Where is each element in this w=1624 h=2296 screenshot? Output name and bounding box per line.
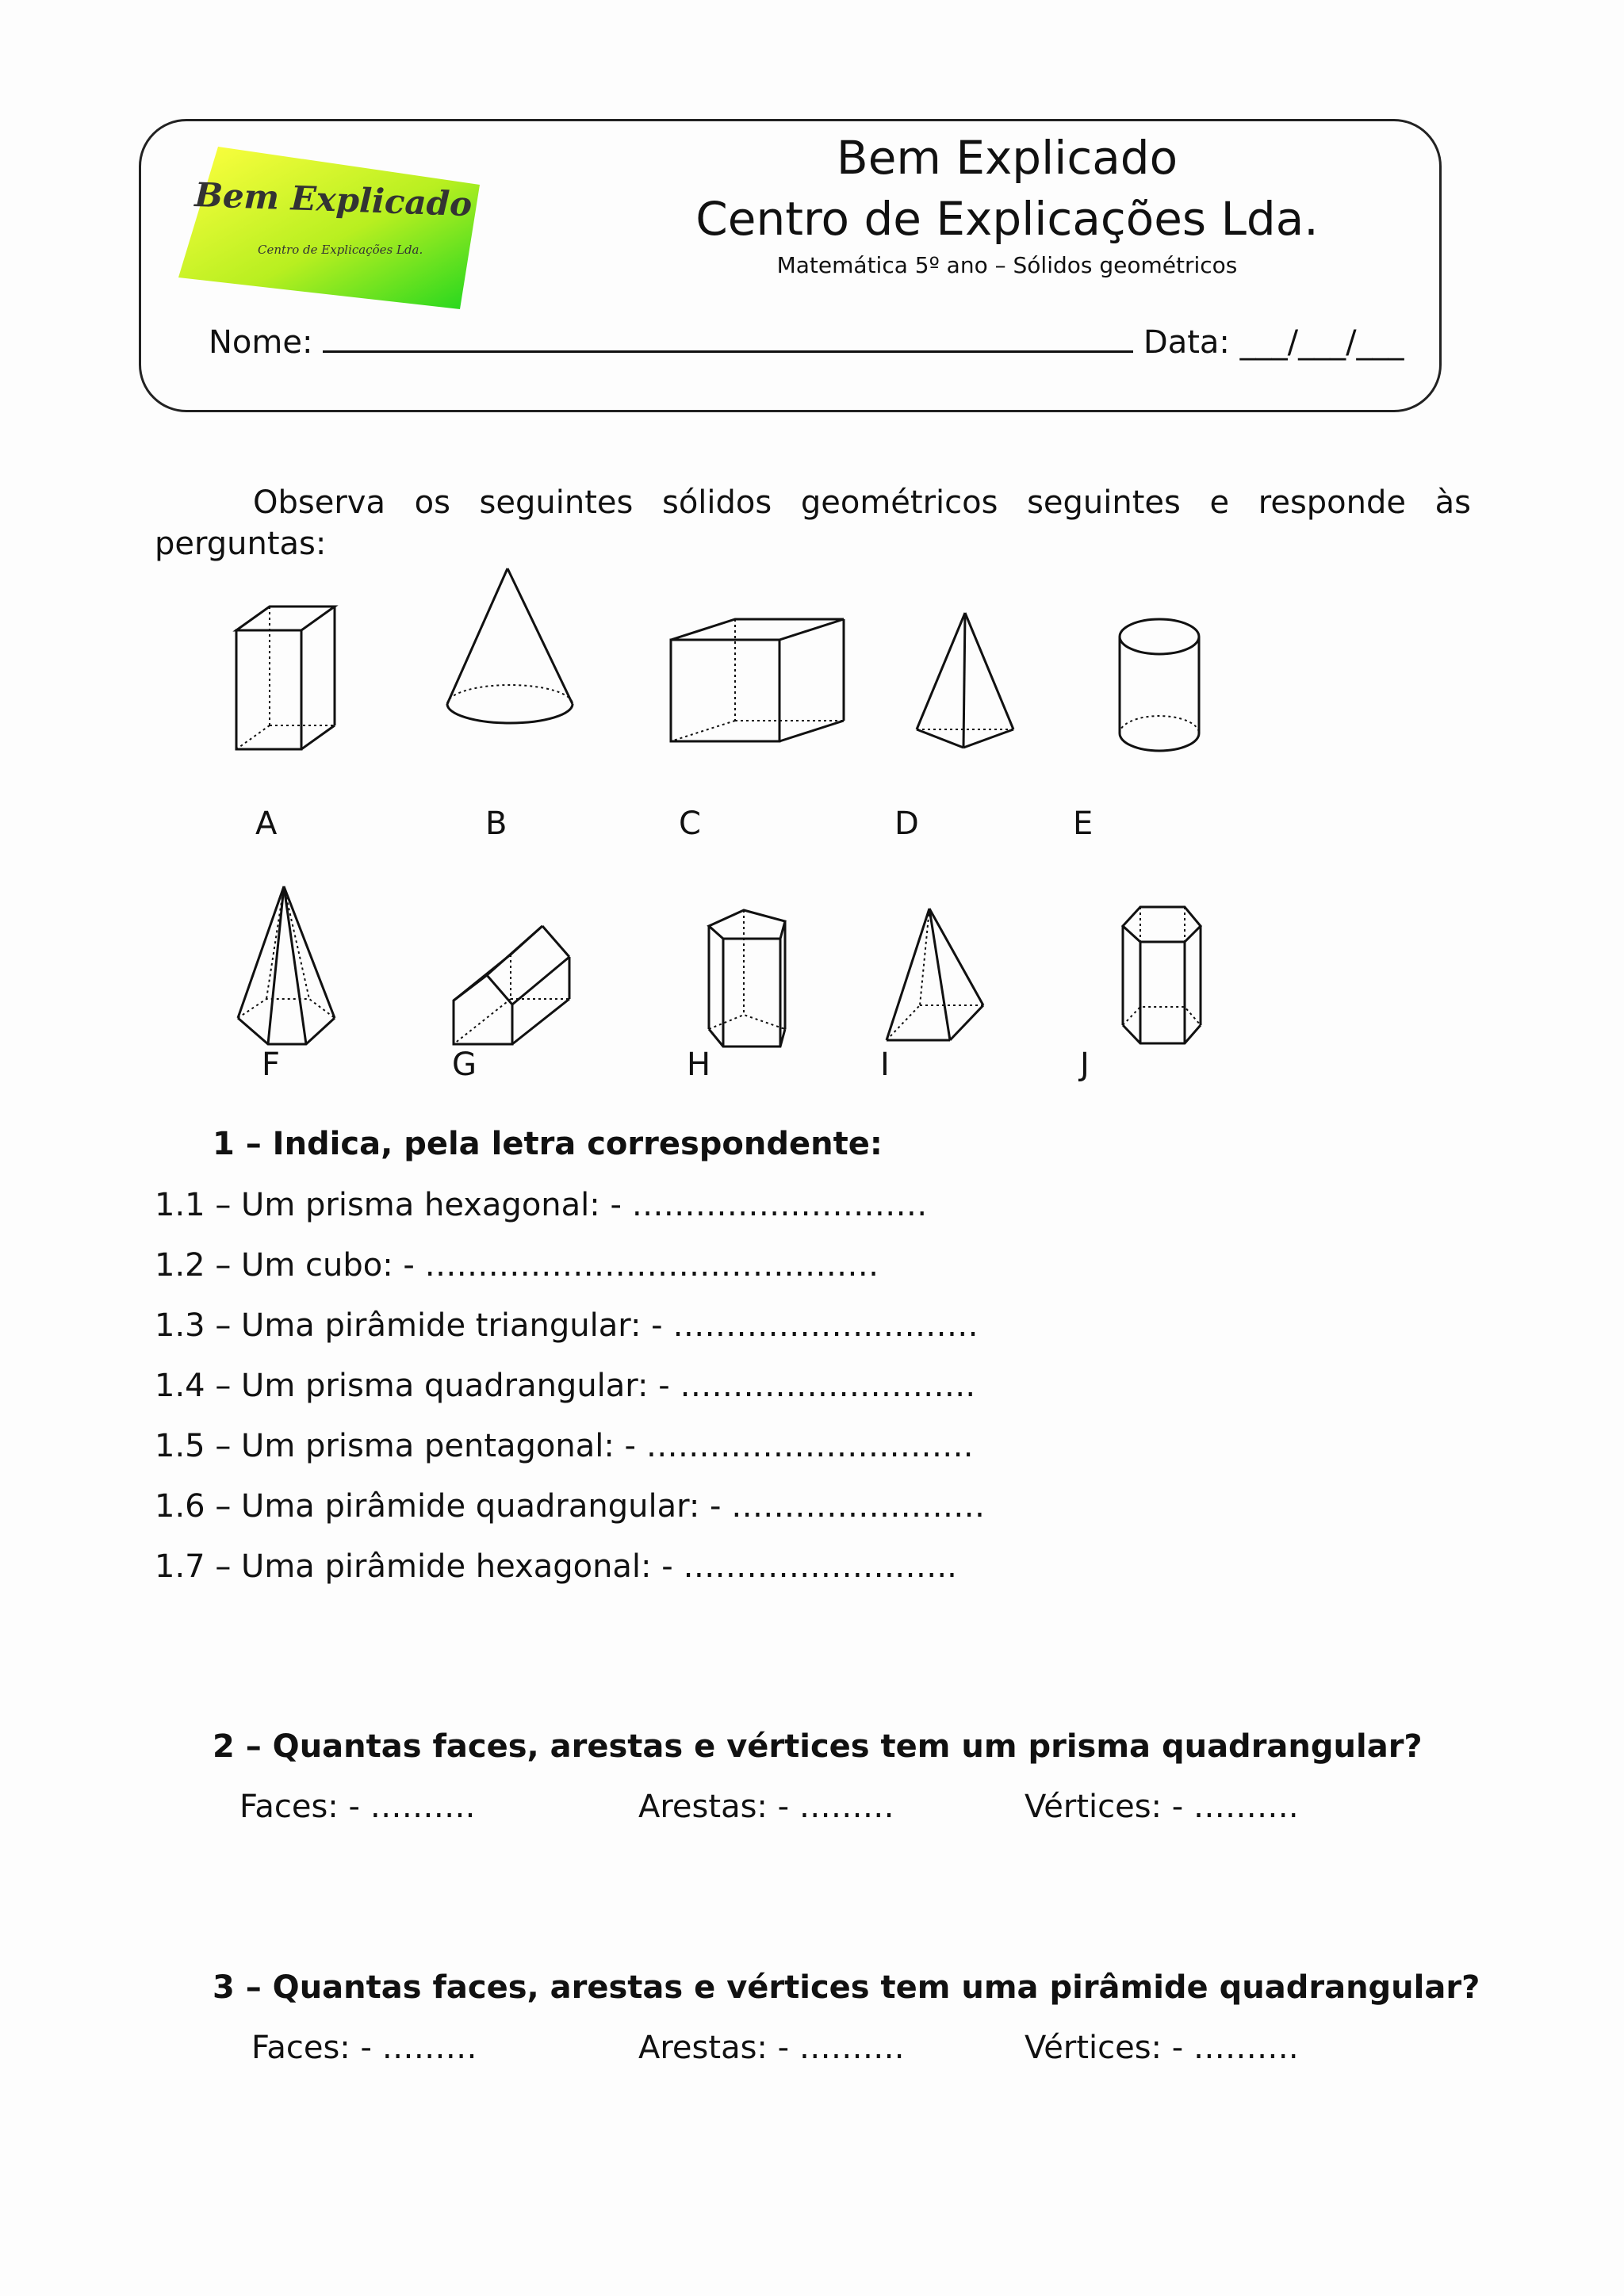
name-label: Nome: <box>209 324 313 361</box>
date-label: Data: <box>1143 324 1230 361</box>
shape-f-hexagonal-pyramid <box>230 882 341 1048</box>
letter-b: B <box>485 806 508 842</box>
shape-d-triangular-pyramid <box>912 607 1019 753</box>
logo-subtitle: Centro de Explicações Lda. <box>258 243 423 257</box>
logo-title: Bem Explicado <box>193 175 473 224</box>
letter-e: E <box>1073 806 1094 842</box>
question-3-title: 3 – Quantas faces, arestas e vértices tem uma pirâmide quadrangular? <box>213 1969 1480 2006</box>
date-blank[interactable]: ___/___/___ <box>1239 324 1404 361</box>
letter-f: F <box>262 1047 281 1083</box>
shape-b-cone <box>442 564 577 735</box>
letter-c: C <box>679 806 701 842</box>
question-1-item[interactable]: 1.5 – Um prisma pentagonal: - …………………………. <box>155 1428 974 1464</box>
question-1-item[interactable]: 1.2 – Um cubo: - …………………………….……… <box>155 1247 879 1284</box>
shape-h-pentagonal-prism <box>704 904 793 1050</box>
school-subtitle: Centro de Explicações Lda. <box>695 192 1319 246</box>
shape-i-square-pyramid <box>882 904 989 1047</box>
letter-h: H <box>687 1047 711 1083</box>
logo <box>178 147 480 309</box>
question-1-item[interactable]: 1.4 – Um prisma quadrangular: - ………………………. <box>155 1368 976 1404</box>
worksheet-subject: Matemática 5º ano – Sólidos geométricos <box>776 252 1238 278</box>
letter-g: G <box>452 1047 477 1083</box>
q3-faces-answer[interactable]: Faces: - ……… <box>251 2030 477 2066</box>
question-2-title: 2 – Quantas faces, arestas e vértices tem um prisma quadrangular? <box>213 1728 1423 1765</box>
q2-arestas-answer[interactable]: Arestas: - ……… <box>638 1789 894 1825</box>
question-1-item[interactable]: 1.6 – Uma pirâmide quadrangular: - …………………… <box>155 1488 986 1525</box>
q3-arestas-answer[interactable]: Arestas: - ………. <box>638 2030 905 2066</box>
letter-i: I <box>880 1047 890 1083</box>
intro-text: Observa os seguintes sólidos geométricos seguintes e responde às perguntas: <box>155 484 1471 562</box>
name-field-row <box>209 323 1404 361</box>
question-1-item[interactable]: 1.3 – Uma pirâmide triangular: - ………………..……… <box>155 1307 979 1344</box>
q2-vertices-answer[interactable]: Vértices: - ………. <box>1025 1789 1299 1825</box>
question-1-title: 1 – Indica, pela letra correspondente: <box>213 1126 883 1162</box>
school-name: Bem Explicado <box>836 131 1178 185</box>
letter-j: J <box>1080 1047 1090 1083</box>
shape-e-cylinder <box>1114 614 1205 761</box>
name-input-line[interactable] <box>323 323 1133 353</box>
q3-vertices-answer[interactable]: Vértices: - ………. <box>1025 2030 1299 2066</box>
shape-j-hexagonal-prism <box>1118 902 1205 1049</box>
question-1-item[interactable]: 1.1 – Um prisma hexagonal: - …………….………… <box>155 1187 928 1223</box>
letter-a: A <box>255 806 278 842</box>
question-1-item[interactable]: 1.7 – Uma pirâmide hexagonal: - …………………….. <box>155 1548 957 1585</box>
shape-c-cube <box>665 614 848 745</box>
letter-d: D <box>894 806 919 842</box>
q2-faces-answer[interactable]: Faces: - ………. <box>239 1789 476 1825</box>
shape-a-rectangular-prism <box>230 599 341 757</box>
shape-g-triangular-prism <box>449 921 576 1048</box>
